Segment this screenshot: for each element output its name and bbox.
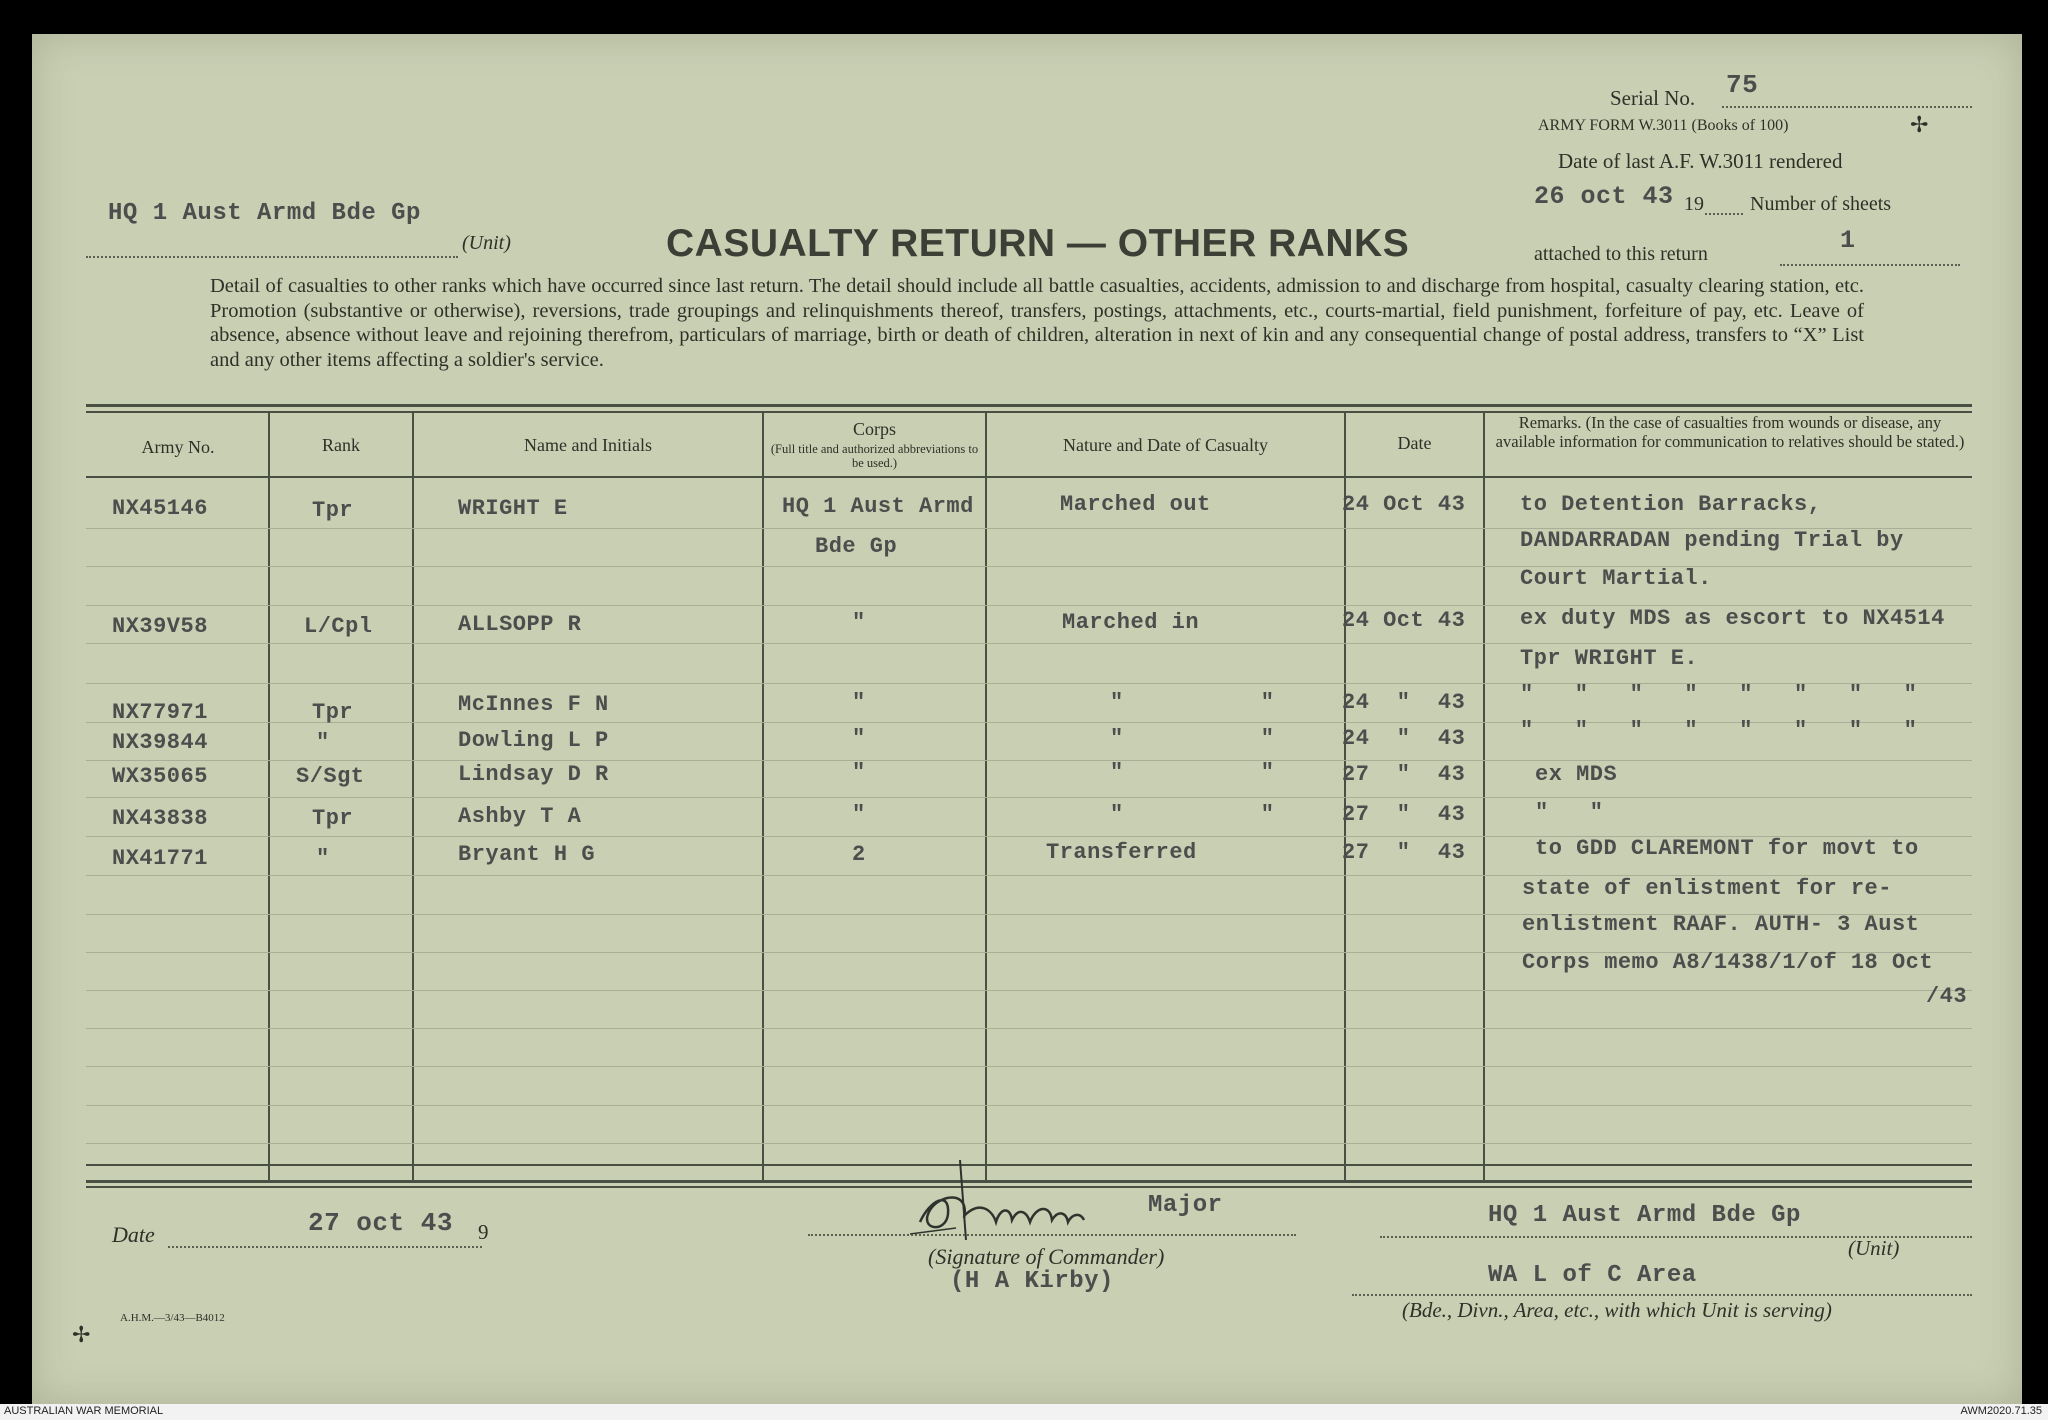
entry-name: Bryant H G [458, 842, 596, 867]
entry-remarks: to Detention Barracks, [1520, 492, 1822, 517]
entry-date: 24 " 43 [1342, 726, 1466, 751]
entry-remarks: Corps memo A8/1438/1/of 18 Oct [1522, 950, 1934, 975]
archive-ref: AWM2020.71.35 [1960, 1405, 2042, 1417]
row-rule [86, 990, 1972, 991]
footer-area-value: WA L of C Area [1488, 1262, 1697, 1289]
col-header-corps-note: (Full title and authorized abbreviations to be used.) [770, 442, 979, 470]
entry-date: 24 Oct 43 [1342, 608, 1466, 633]
entry-date: 24 " 43 [1342, 690, 1466, 715]
entry-army-no: NX43838 [112, 806, 208, 831]
entry-remarks: to GDD CLAREMONT for movt to [1535, 836, 1919, 861]
footer-unit-label: (Unit) [1848, 1236, 1900, 1260]
col-header-corps: Corps [852, 419, 896, 439]
footer-area-line [1352, 1294, 1972, 1296]
header-bottom-rule [86, 476, 1972, 478]
col-header-date: Date [1397, 433, 1432, 453]
entry-nature: " " [1110, 802, 1275, 827]
entry-rank: S/Sgt [296, 764, 365, 789]
entry-army-no: WX35065 [112, 764, 208, 789]
entry-remarks: " " " " " " " " [1520, 682, 1918, 707]
entry-army-no: NX77971 [112, 700, 208, 725]
last-rendered-value: 26 oct 43 [1534, 182, 1674, 211]
entry-corps: 2 [852, 842, 866, 867]
entry-nature: " " [1110, 690, 1275, 715]
year-line [1705, 213, 1743, 215]
entry-remarks: " " [1535, 800, 1604, 825]
print-code: A.H.M.—3/43—B4012 [120, 1312, 225, 1324]
entry-army-no: NX39844 [112, 730, 208, 755]
unit-label: (Unit) [462, 232, 511, 254]
entry-remarks: /43 [1926, 984, 1968, 1009]
entry-rank: " [316, 730, 330, 755]
entry-rank: " [316, 846, 330, 871]
col-header-army-no: Army No. [141, 437, 215, 457]
entry-corps: " [852, 760, 866, 785]
unit-line [86, 256, 458, 258]
entry-nature: Marched out [1060, 492, 1211, 517]
entry-date: 27 " 43 [1342, 840, 1466, 865]
entry-name: ALLSOPP R [458, 612, 582, 637]
signature-line [808, 1234, 1296, 1236]
row-rule [86, 643, 1972, 644]
entry-remarks: state of enlistment for re- [1522, 876, 1892, 901]
entry-rank: L/Cpl [304, 614, 373, 639]
entry-name: Dowling L P [458, 728, 609, 753]
archive-strip [0, 1404, 2048, 1420]
entry-name: Lindsay D R [458, 762, 609, 787]
entry-rank: Tpr [312, 498, 354, 523]
entry-remarks: " " " " " " " " [1520, 718, 1918, 743]
form-mark: ✢ [1910, 112, 1929, 137]
entry-corps: HQ 1 Aust Armd [782, 494, 974, 519]
serial-line [1722, 106, 1972, 108]
entry-remarks: Tpr WRIGHT E. [1520, 646, 1699, 671]
entry-corps: " [852, 726, 866, 751]
entry-nature: Transferred [1046, 840, 1197, 865]
row-rule [86, 797, 1972, 798]
entry-remarks: ex MDS [1535, 762, 1618, 787]
row-rule [86, 760, 1972, 761]
form-title: CASUALTY RETURN — OTHER RANKS [666, 222, 1410, 265]
entry-army-no: NX41771 [112, 846, 208, 871]
entry-date: 27 " 43 [1342, 762, 1466, 787]
attached-label: attached to this return [1534, 243, 1708, 265]
signature-label: (Signature of Commander) [928, 1244, 1165, 1269]
entry-army-no: NX45146 [112, 496, 208, 521]
footer-unit-value: HQ 1 Aust Armd Bde Gp [1488, 1202, 1801, 1229]
entry-nature: " " [1110, 726, 1275, 751]
footer-major: Major [1148, 1192, 1223, 1219]
entry-remarks: ex duty MDS as escort to NX4514 [1520, 606, 1945, 631]
entry-date: 27 " 43 [1342, 802, 1466, 827]
archive-name: AUSTRALIAN WAR MEMORIAL [4, 1405, 164, 1417]
row-rule [86, 1028, 1972, 1029]
last-rendered-label: Date of last A.F. W.3011 rendered [1558, 149, 1843, 173]
commander-name: (H A Kirby) [950, 1268, 1114, 1295]
entry-rank: Tpr [312, 700, 354, 725]
footer-date-label: Date [112, 1222, 155, 1247]
sheets-value: 1 [1840, 226, 1856, 255]
detail-instructions: Detail of casualties to other ranks which have occurred since last return. The detail should include all battle casualties, accidents, admission to and discharge from hospital, casualty clearing station, etc. Promotion (substantive or otherwise), reversions, trade groupings and relinquishments thereof, transfers, postings, attachments, etc., courts-martial, field punishment, forfeiture of pay, etc. Leave of absence, absence without leave and rejoining therefrom, particulars of marriage, birth or death of children, alteration in next of kin and any consequential change of postal address, transfers to “X” List and any other items affecting a soldier's service. [210, 275, 1864, 371]
col-header-nature: Nature and Date of Casualty [1063, 435, 1268, 455]
footer-year-suffix: 9 [478, 1220, 489, 1244]
col-header-remarks: Remarks. (In the case of casualties from wounds or disease, any available information for communication to relatives should be stated.) [1495, 413, 1965, 451]
entry-remarks: DANDARRADAN pending Trial by [1520, 528, 1904, 553]
unit-value: HQ 1 Aust Armd Bde Gp [108, 200, 421, 227]
serial-value: 75 [1726, 70, 1759, 100]
entry-name: WRIGHT E [458, 496, 568, 521]
entry-corps: " [852, 690, 866, 715]
entry-remarks: Court Martial. [1520, 566, 1712, 591]
entry-name: McInnes F N [458, 692, 609, 717]
footer-date-value: 27 oct 43 [308, 1208, 453, 1238]
row-rule [86, 1066, 1972, 1067]
row-rule [86, 1105, 1972, 1106]
entry-army-no: NX39V58 [112, 614, 208, 639]
commander-signature [900, 1130, 1160, 1250]
entry-remarks: enlistment RAAF. AUTH- 3 Aust [1522, 912, 1920, 937]
table-top-rule [86, 404, 1972, 407]
col-header-name: Name and Initials [524, 435, 652, 455]
last-rendered-year: 19 [1684, 193, 1704, 215]
footer-area-label: (Bde., Divn., Area, etc., with which Unit is serving) [1402, 1298, 1832, 1322]
col-header-rank: Rank [322, 435, 360, 455]
entry-corps: " [852, 802, 866, 827]
sheets-label: Number of sheets [1750, 193, 1892, 215]
entry-corps: Bde Gp [815, 534, 898, 559]
entry-nature: Marched in [1062, 610, 1200, 635]
sheets-line [1780, 264, 1960, 266]
army-form-label: ARMY FORM W.3011 (Books of 100) [1538, 117, 1789, 134]
entry-rank: Tpr [312, 806, 354, 831]
serial-label: Serial No. [1610, 86, 1696, 110]
entry-name: Ashby T A [458, 804, 582, 829]
entry-nature: " " [1110, 760, 1275, 785]
entry-date: 24 Oct 43 [1342, 492, 1466, 517]
corner-mark: ✢ [72, 1322, 91, 1347]
entry-corps: " [852, 610, 866, 635]
footer-date-line [168, 1246, 482, 1248]
